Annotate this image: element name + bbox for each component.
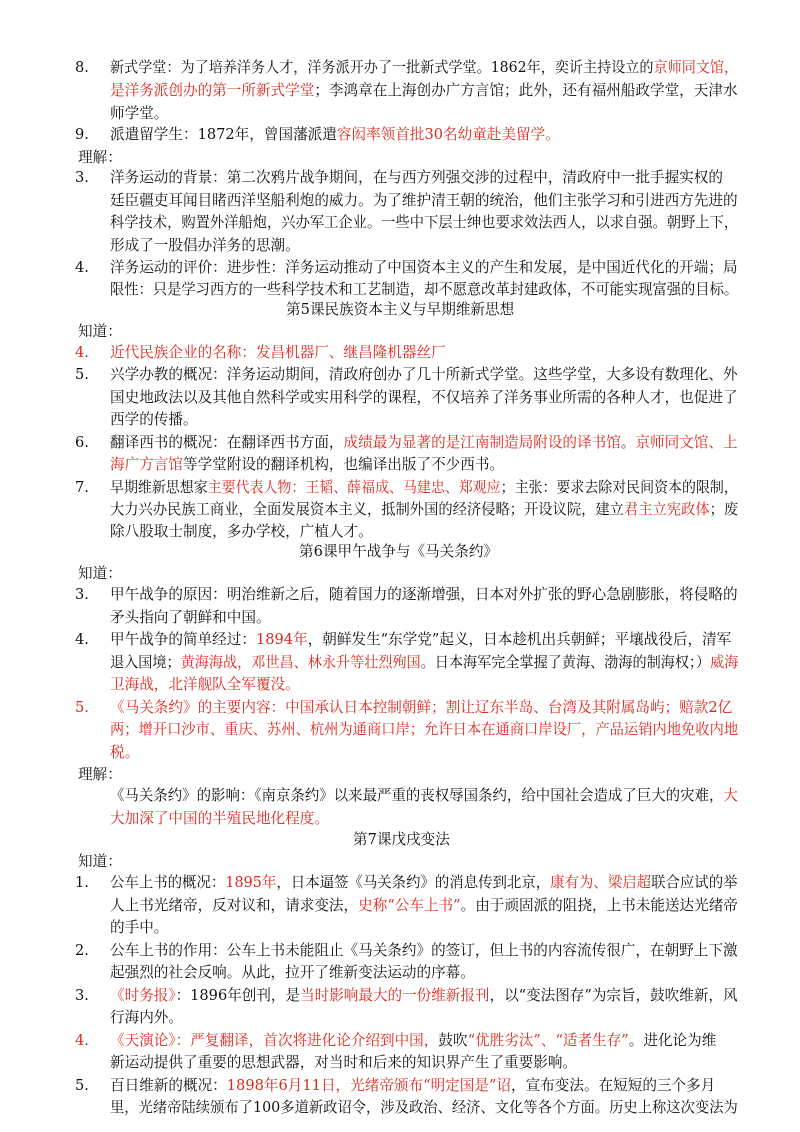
body-text: 洋务运动的评价：进步性：洋务运动推动了中国资本主义的产生和发展，是中国近代化的开端；局 [110, 259, 738, 276]
text-line [110, 236, 300, 256]
text-line [110, 104, 168, 124]
list-number: 4. [75, 259, 89, 276]
highlighted-text: 主要代表人物：王韬、薛福成、马建忠、郑观应 [207, 479, 501, 496]
body-text: 第6课甲午战争与《马关条约》 [299, 543, 499, 560]
body-text: 联合应试的举 [651, 874, 738, 891]
body-text: 里，光绪帝陆续颁布了100多道新政诏令，涉及政治、经济、文化等各个方面。历史上称这次变法为 [110, 1099, 738, 1116]
highlighted-text: 君主立宪政体 [623, 501, 710, 518]
list-number: 5. [75, 366, 89, 383]
body-text: 洋务运动的背景：第二次鸦片战争期间，在与西方列强交涉的过程中，清政府中一批手握实权的 [110, 169, 723, 186]
text-line [110, 191, 738, 211]
text-line [110, 630, 731, 650]
text-line [110, 500, 738, 520]
text-line [110, 455, 504, 475]
highlighted-text: 近代民族企业的名称：发昌机器厂、继昌隆机器丝厂 [110, 344, 446, 361]
body-text: ，朝鲜发生“东学党”起义，日本趁机出兵朝鲜；平壤战役后，清军 [307, 631, 732, 648]
highlighted-text: 黄海海战，邓世昌、林永升等壮烈殉国 [180, 654, 421, 671]
body-text: 限性：只是学习西方的一些科学技术和工艺制造，却不愿意改革封建政体，不可能实现富强的目标。 [110, 281, 739, 298]
body-text: 行海内外。 [110, 1009, 183, 1026]
body-text: 除八股取士制度，多办学校，广植人才。 [110, 523, 373, 540]
text-line [110, 343, 446, 363]
list-number: 3. [75, 987, 89, 1004]
body-text: 。由于顽固派的阻挠，上书未能送达光绪帝 [460, 897, 738, 914]
text-line [110, 81, 738, 101]
highlighted-text: 《马关条约》的主要内容：中国承认日本控制朝鲜；割让辽东半岛、台湾及其附属岛屿；赔款2亿 [110, 699, 733, 716]
text-line [78, 564, 122, 584]
body-text: 第5课民族资本主义与早期维新思想 [286, 301, 515, 318]
body-text: 知道： [78, 853, 122, 870]
text-line [110, 653, 738, 673]
highlighted-text: 史称“公车上书” [358, 897, 461, 914]
body-text: 矛头指向了朝鲜和中国。 [110, 609, 271, 626]
text-line [110, 963, 475, 983]
body-text: 翻译西书的概况：在翻译西书方面， [110, 434, 344, 451]
highlighted-text: 《天演论》：严复翻译，首次将进化论介绍到中国， [110, 1032, 439, 1049]
list-number: 2. [75, 942, 89, 959]
text-line [110, 585, 738, 605]
highlighted-text: 当时影响最大的一份维新报刊 [300, 987, 490, 1004]
body-text: ；主张：要求去除对民间资本的限制， [500, 479, 738, 496]
list-number: 7. [75, 479, 89, 496]
body-text: 起强烈的社会反响。从此，拉开了维新变法运动的序幕。 [110, 964, 475, 981]
text-line [110, 918, 168, 938]
body-text: 公车上书的作用：公车上书未能阻止《马关条约》的签订，但上书的内容流传很广，在朝野上下激 [110, 942, 738, 959]
body-text: 兴学办教的概况：洋务运动期间，清政府创办了几十所新式学堂。这些学堂，大多设有数理化、外 [110, 366, 738, 383]
list-number: 3. [75, 169, 89, 186]
body-text: 。进化论为维 [628, 1032, 717, 1049]
text-line [110, 1008, 183, 1028]
body-text: 国史地政法以及其他自然科学或实用科学的课程，不仅培养了洋务事业所需的各种人才，也促进了 [110, 389, 738, 406]
text-line [110, 280, 738, 300]
body-text: 形成了一股倡办洋务的思潮。 [110, 237, 300, 254]
body-text: 第7课戊戌变法 [353, 831, 450, 848]
text-line [110, 410, 198, 430]
body-text: 鼓吹 [438, 1032, 468, 1049]
list-number: 5. [75, 1077, 89, 1094]
text-line [110, 213, 738, 233]
body-text: 廷臣疆吏耳闻目睹西洋坚船利炮的威力。为了维护清王朝的统治，他们主张学习和引进西方先进的 [110, 192, 738, 209]
highlighted-text: 《时务报》 [110, 987, 176, 1004]
text-line [110, 941, 738, 961]
highlighted-text: 卫海战，北洋舰队全军覆没。 [110, 676, 300, 693]
text-line [110, 58, 738, 78]
text-line [110, 1053, 577, 1073]
text-line [78, 322, 122, 342]
list-number: 8. [75, 59, 89, 76]
highlighted-text: 威海 [710, 654, 739, 671]
highlighted-text: 海广方言馆 [110, 456, 183, 473]
body-text: 百日维新的概况： [110, 1077, 227, 1094]
highlighted-text: 1898年6月11日，光绪帝颁布“明定国是”诏 [226, 1077, 511, 1094]
text-line [78, 148, 122, 168]
text-line [110, 675, 300, 695]
text-line [78, 765, 122, 785]
text-line [110, 698, 732, 718]
body-text: ；李鸿章在上海创办广方言馆；此外，还有福州船政学堂，天津水 [314, 82, 738, 99]
body-text: 大力兴办民族工商业，全面发展资本主义，抵制外国的经济侵略；开设议院，建立 [110, 501, 624, 518]
text-line [110, 986, 738, 1006]
highlighted-text: 是洋务派创办的第一所新式学堂 [110, 82, 315, 99]
body-text: 等学堂附设的翻译机构，也编译出版了不少西书。 [182, 456, 505, 473]
text-line [286, 300, 514, 320]
text-line [110, 168, 723, 188]
body-text: ，日本逼签《马关条约》的消息传到北京， [276, 874, 551, 891]
body-text: 新式学堂：为了培养洋务人才，洋务派开办了一批新式学堂。1862年，奕䜣主持设立的 [110, 59, 654, 76]
body-text: 科学技术，购置外洋船炮，兴办军工企业。一些中下层士绅也要求效法西人，以求自强。朝野上下， [110, 214, 739, 231]
text-line [110, 433, 738, 453]
text-line [110, 478, 738, 498]
body-text: 人上书光绪帝，反对议和，请求变法， [110, 897, 359, 914]
body-text: ，以“变法图存”为宗旨，鼓吹维新，风 [489, 987, 738, 1004]
text-line [110, 1031, 716, 1051]
highlighted-text: 两；增开口沙市、重庆、苏州、杭州为通商口岸；允许日本在通商口岸设厂，产品运销内地免收内地 [110, 721, 739, 738]
text-line [110, 125, 560, 145]
body-text: 。 [620, 434, 636, 451]
highlighted-text: 康有为、梁启超 [550, 874, 652, 891]
highlighted-text: 1894年 [255, 631, 308, 648]
text-line [110, 522, 373, 542]
text-line [78, 852, 122, 872]
highlighted-text: 成绩最为显著的是江南制造局附设的译书馆 [343, 434, 621, 451]
list-number: 4. [75, 344, 89, 361]
text-line [353, 830, 450, 850]
text-line [110, 743, 139, 763]
text-line [110, 873, 738, 893]
text-line [110, 896, 738, 916]
list-number: 6. [75, 434, 89, 451]
text-line [110, 1098, 738, 1118]
text-line [110, 720, 738, 740]
highlighted-text: 大 [723, 787, 738, 804]
highlighted-text: 税。 [110, 744, 140, 761]
list-number: 1. [75, 874, 89, 891]
body-text: 知道： [78, 323, 122, 340]
text-line [110, 258, 738, 278]
body-text: 新运动提供了重要的思想武器，对当时和后来的知识界产生了重要影响。 [110, 1054, 578, 1071]
text-line [110, 608, 271, 628]
highlighted-text: 大加深了中国的半殖民地化程度。 [110, 810, 329, 827]
text-line [110, 809, 329, 829]
list-number: 4. [75, 631, 89, 648]
body-text: 师学堂。 [110, 105, 169, 122]
body-text: 西学的传播。 [110, 411, 198, 428]
highlighted-text: 1895年 [225, 874, 277, 891]
text-line [110, 1076, 715, 1096]
body-text: ：1896年创刊，是 [175, 987, 301, 1004]
list-number: 4. [75, 1032, 89, 1049]
body-text: 甲午战争的原因：明治维新之后，随着国力的逐渐增强，日本对外扩张的野心急剧膨胀，将侵略的 [110, 586, 738, 603]
highlighted-text: 容闳率领首批30名幼童赴美留学。 [336, 126, 560, 143]
text-line [110, 786, 738, 806]
body-text: ；废 [709, 501, 739, 518]
list-number: 5. [75, 699, 89, 716]
body-text: 甲午战争的简单经过： [110, 631, 256, 648]
highlighted-text: 京师同文馆、上 [635, 434, 738, 451]
text-line [110, 388, 738, 408]
body-text: 理解： [78, 766, 122, 783]
body-text: 知道： [78, 565, 122, 582]
text-line [110, 365, 738, 385]
body-text: 《马关条约》的影响：《南京条约》以来最严重的丧权辱国条约，给中国社会造成了巨大的灾难， [110, 787, 724, 804]
body-text: 退入国境； [110, 654, 181, 671]
highlighted-text: “优胜劣汰”、“适者生存” [467, 1032, 629, 1049]
body-text: 公车上书的概况： [110, 874, 226, 891]
text-line [299, 542, 498, 562]
list-number: 9. [75, 126, 89, 143]
body-text: 理解： [78, 149, 122, 166]
body-text: 的手中。 [110, 919, 169, 936]
body-text: 早期维新思想家 [110, 479, 208, 496]
list-number: 3. [75, 586, 89, 603]
body-text: 派遣留学生：1872年，曾国藩派遣 [110, 126, 337, 143]
highlighted-text: 京师同文馆， [653, 59, 739, 76]
body-text: ，宣布变法。在短短的三个多月 [511, 1077, 716, 1094]
body-text: 。日本海军完全掌握了黄海、渤海的制海权；） [420, 654, 711, 671]
